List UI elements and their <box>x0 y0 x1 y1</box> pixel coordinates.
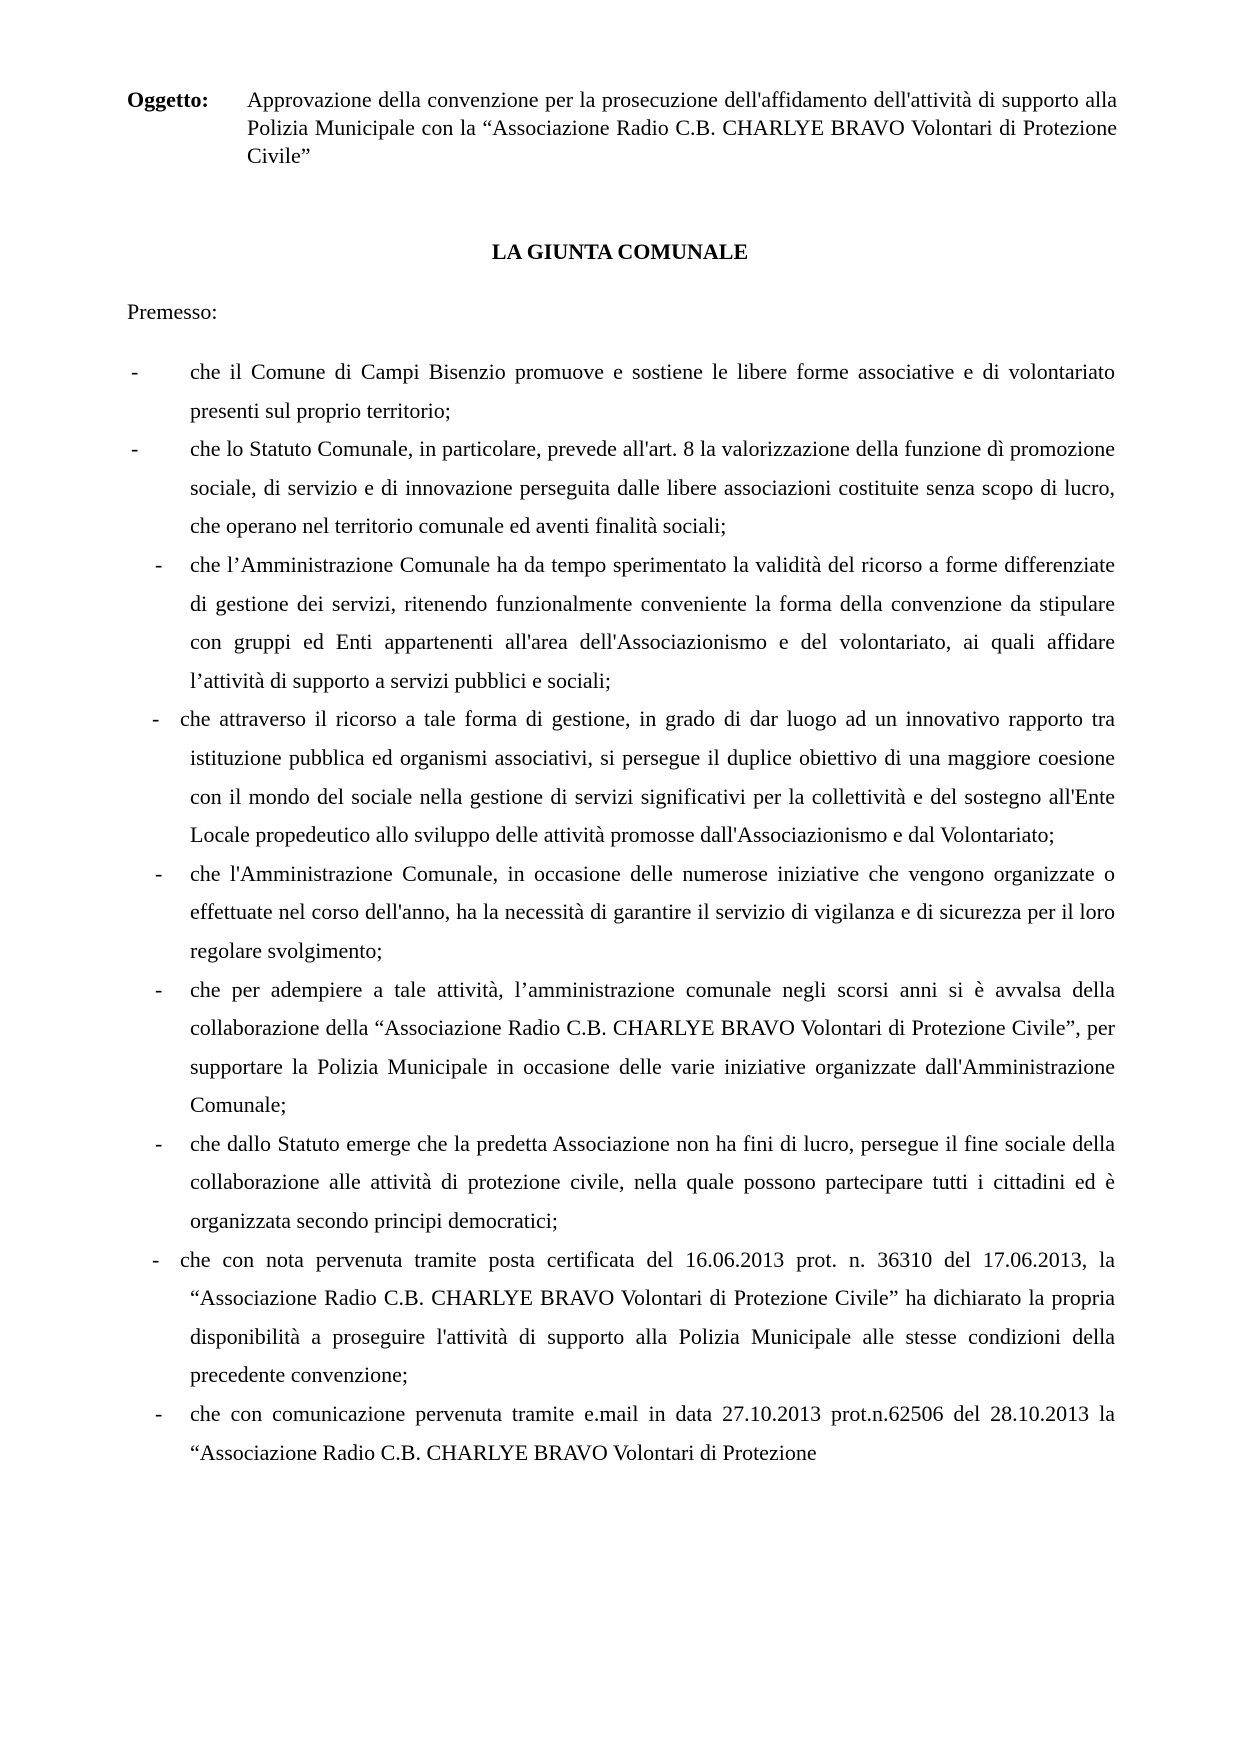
list-item <box>0 430 1240 546</box>
list-item <box>0 1241 1240 1395</box>
list-item <box>0 546 1240 700</box>
list-item <box>0 1395 1240 1472</box>
bullet-dash: - <box>155 860 163 886</box>
bullet-dash: - <box>131 359 139 384</box>
bullet-dash: - <box>152 706 160 732</box>
list-item-text: che dallo Statuto emerge che la predetta Associazione non ha fini di lucro, persegue il fine sociale della collaborazione alle attività di protezione civile, nella quale possono partecipare tutti i cittadini ed è organizzata secondo principi democratici; <box>190 1130 1115 1234</box>
subject-block <box>127 86 1117 170</box>
list-item <box>0 700 1240 854</box>
list-item <box>0 971 1240 1125</box>
subject-text: Approvazione della convenzione per la prosecuzione dell'affidamento dell'attività di supporto alla Polizia Municipale con la “Associazione Radio C.B. CHARLYE BRAVO Volontari di Protezione Civile” <box>247 87 1117 168</box>
section-heading: LA GIUNTA COMUNALE <box>491 239 749 264</box>
list-item <box>0 1125 1240 1241</box>
subject-label: Oggetto: <box>127 87 209 112</box>
bullet-dash: - <box>155 1130 163 1156</box>
list-item-text: che per adempiere a tale attività, l’amministrazione comunale negli scorsi anni si è avvalsa della collaborazione della “Associazione Radio C.B. CHARLYE BRAVO Volontari di Protezione Civile”, per supportare la Polizia Municipale in occasione delle varie iniziative organizzate dall'Amministrazione Comunale; <box>190 976 1115 1118</box>
bullet-dash: - <box>152 1246 160 1272</box>
bullet-dash: - <box>155 1401 163 1427</box>
list-item-text: che attraverso il ricorso a tale forma di gestione, in grado di dar luogo ad un innovativo rapporto tra istituzione pubblica ed organismi associativi, si persegue il duplice obiettivo di una maggiore coesione con il mondo del sociale nella gestione di servizi significativi per la collettività e del sostegno all'Ente Locale propedeutico allo sviluppo delle attività promosse dall'Associazionismo e dal Volontariato; <box>180 706 1115 848</box>
list-item <box>0 855 1240 971</box>
intro-label: Premesso: <box>127 299 218 324</box>
list-item-text: che lo Statuto Comunale, in particolare, prevede all'art. 8 la valorizzazione della funzione dì promozione sociale, di servizio e di innovazione perseguita dalle libere associazioni costituite senza scopo di lucro, che operano nel territorio comunale ed aventi finalità sociali; <box>190 436 1115 539</box>
list-item-text: che con comunicazione pervenuta tramite e.mail in data 27.10.2013 prot.n.62506 del 28.10.2013 la “Associazione Radio C.B. CHARLYE BRAVO Volontari di Protezione <box>190 1401 1115 1465</box>
bullet-dash: - <box>155 976 163 1002</box>
list-item-text: che con nota pervenuta tramite posta certificata del 16.06.2013 prot. n. 36310 del 17.06.2013, la “Associazione Radio C.B. CHARLYE BRAVO Volontari di Protezione Civile” ha dichiarato la propria disponibilità a proseguire l'attività di supporto alla Polizia Municipale alle stesse condizioni della precedente convenzione; <box>180 1246 1115 1388</box>
list-item-text: che l’Amministrazione Comunale ha da tempo sperimentato la validità del ricorso a forme differenziate di gestione dei servizi, ritenendo funzionalmente conveniente la forma della convenzione da stipulare con gruppi ed Enti appartenenti all'area dell'Associazionismo e del volontariato, ai quali affidare l’attività di supporto a servizi pubblici e sociali; <box>190 551 1115 693</box>
bullet-dash: - <box>131 436 139 462</box>
list-item <box>0 353 1240 430</box>
premises-list <box>0 353 1240 1472</box>
list-item-text: che l'Amministrazione Comunale, in occasione delle numerose iniziative che vengono organizzate o effettuate nel corso dell'anno, ha la necessità di garantire il servizio di vigilanza e di sicurezza per il loro regolare svolgimento; <box>190 860 1115 963</box>
list-item-text: che il Comune di Campi Bisenzio promuove e sostiene le libere forme associative e di volontariato presenti sul proprio territorio; <box>190 359 1115 423</box>
bullet-dash: - <box>155 551 163 577</box>
